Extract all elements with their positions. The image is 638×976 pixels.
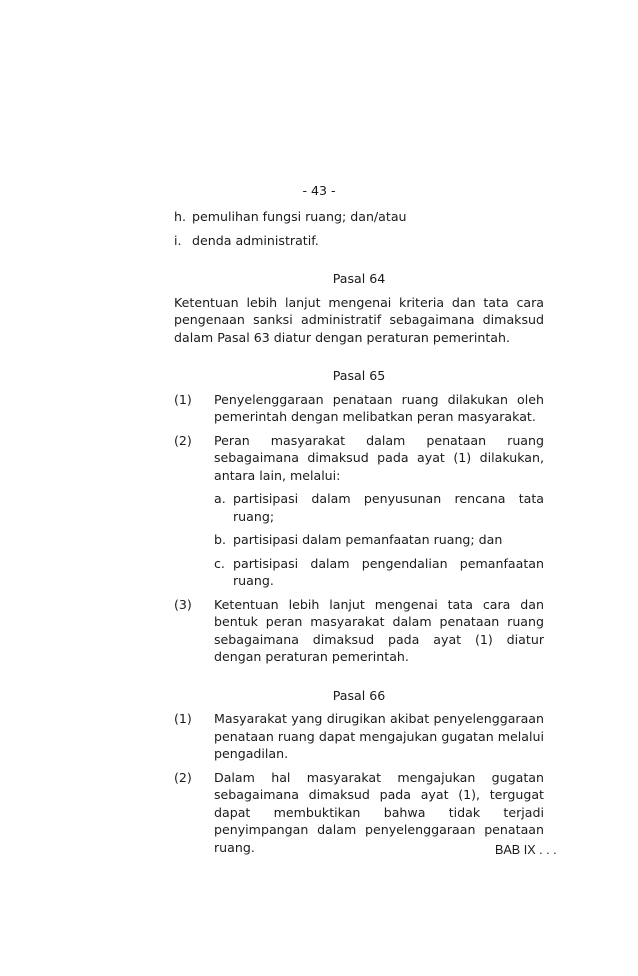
article-title-66: Pasal 66 (332, 687, 386, 703)
article-64-text: Ketentuan lebih lanjut mengenai kriteria dan tata cara pengenaan sanksi administratif sebagaimana dimaksud dalam Pasal 63 diatur dengan peraturan pemerintah. (174, 294, 544, 345)
list-marker: i. (174, 232, 182, 248)
next-chapter-indicator: BAB IX . . . (495, 843, 557, 857)
clause-66-1 (174, 710, 544, 763)
clause-marker: (2) (174, 432, 192, 448)
clause-66-2 (174, 769, 544, 857)
sub-marker: c. (214, 555, 225, 571)
sub-marker: b. (214, 532, 226, 547)
sub-item-text: partisipasi dalam pengendalian pemanfaatan ruang. (233, 555, 544, 588)
document-body (174, 208, 544, 862)
clause-marker: (1) (174, 711, 192, 726)
page-number: - 43 - (302, 183, 336, 198)
sub-item-text: partisipasi dalam penyusunan rencana tata ruang; (233, 491, 544, 524)
clause-text: Masyarakat yang dirugikan akibat penyelenggaraan penataan ruang dapat mengajukan gugatan melalui pengadilan. (214, 711, 544, 761)
clause-text: Peran masyarakat dalam penataan ruang sebagaimana dimaksud pada ayat (1) dilakukan, antara lain, melalui: (214, 432, 544, 483)
clause-65-2 (174, 432, 544, 590)
clause-65-3 (174, 596, 544, 666)
sub-item-text: partisipasi dalam pemanfaatan ruang; dan (233, 532, 503, 547)
sub-list (214, 490, 544, 590)
article-title-64: Pasal 64 (332, 271, 386, 286)
clause-65-1 (174, 391, 544, 426)
list-item-h (174, 208, 544, 226)
clause-text: Dalam hal masyarakat mengajukan gugatan sebagaimana dimaksud pada ayat (1), tergugat dapat membuktikan bahwa tidak terjadi penyimpangan dalam penyelenggaraan penataan ruang. (214, 769, 544, 855)
clause-marker: (1) (174, 391, 192, 407)
clause-text: Ketentuan lebih lanjut mengenai tata cara dan bentuk peran masyarakat dalam penataan ruang sebagaimana dimaksud pada ayat (1) diatur dengan peraturan pemerintah. (214, 596, 544, 664)
sub-marker: a. (214, 491, 226, 506)
sub-item-c (214, 555, 544, 590)
clause-body (214, 432, 544, 590)
sub-item-b (214, 531, 544, 549)
sub-item-a (214, 490, 544, 525)
article-title-65: Pasal 65 (332, 368, 386, 383)
clause-text: Penyelenggaraan penataan ruang dilakukan oleh pemerintah dengan melibatkan peran masyarakat. (214, 391, 544, 424)
list-marker: h. (174, 209, 186, 224)
list-item-text: pemulihan fungsi ruang; dan/atau (192, 209, 407, 224)
list-item-i (174, 232, 544, 250)
clause-marker: (3) (174, 596, 192, 612)
clause-marker: (2) (174, 769, 192, 785)
list-item-text: denda administratif. (192, 232, 319, 248)
